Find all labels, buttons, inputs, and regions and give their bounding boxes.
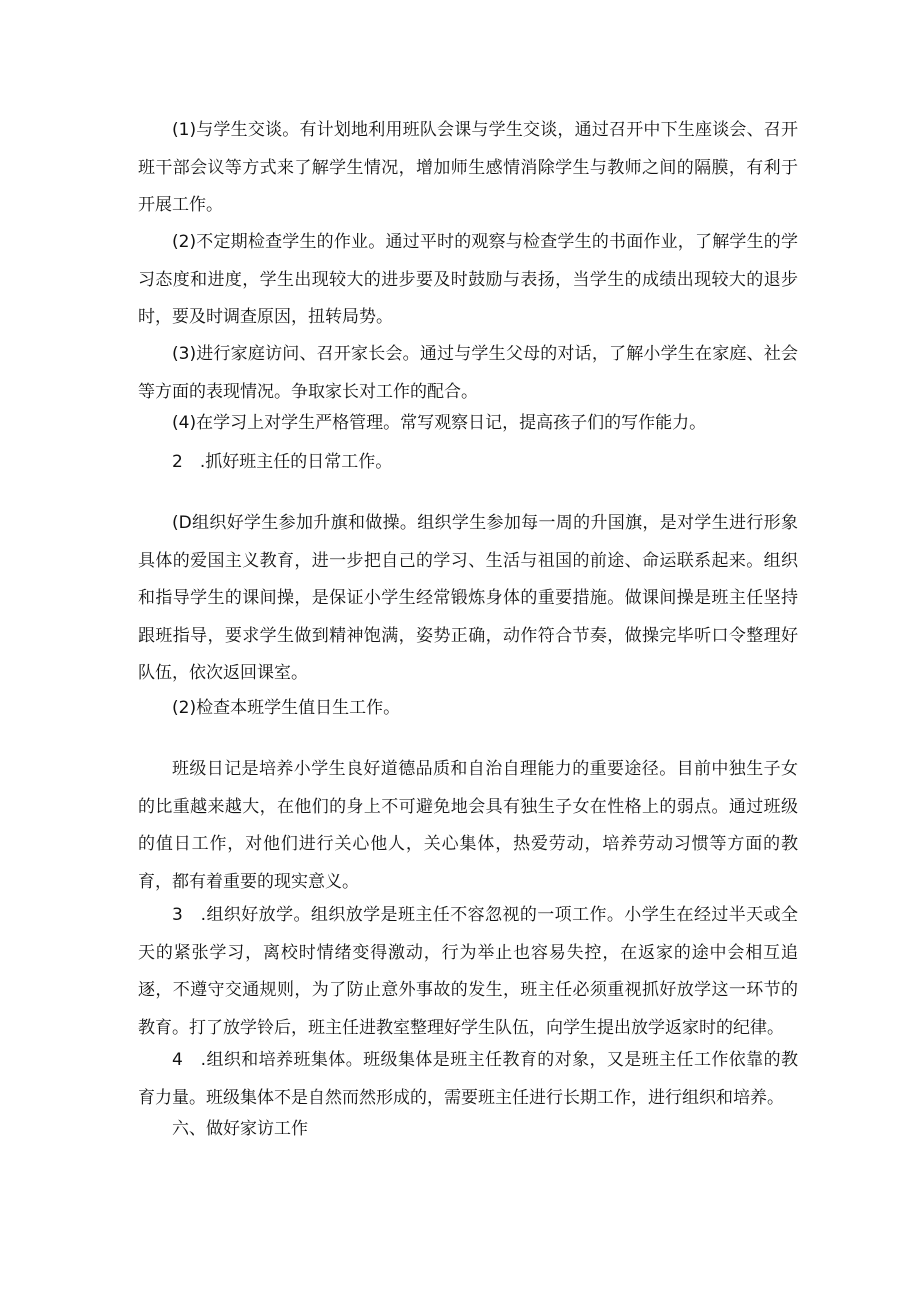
paragraph-class-diary: 班级日记是培养小学生良好道德品质和自治自理能力的重要途径。目前中独生子女的比重越来越大，在他们的身上不可避免地会具有独生子女在性格上的弱点。通过班级的值日工作，对他们进行关心他人，关心集体，热爱劳动，培养劳动习惯等方面的教育，都有着重要的现实意义。 [138,759,798,892]
section-heading-daily-work: 2 .抓好班主任的日常工作。 [172,452,393,472]
paragraph-home-visits: (3)进行家庭访问、召开家长会。通过与学生父母的对话，了解小学生在家庭、社会等方面的表现情况。争取家长对工作的配合。 [138,344,798,402]
paragraph-talk-with-students: (1)与学生交谈。有计划地利用班队会课与学生交谈，通过召开中下生座谈会、召开班干部会议等方式来了解学生情况，增加师生感情消除学生与教师之间的隔膜，有利于开展工作。 [138,120,798,215]
paragraph-class-collective: 4 .组织和培养班集体。班级集体是班主任教育的对象，又是班主任工作依靠的教育力量。班级集体不是自然而然形成的，需要班主任进行长期工作，进行组织和培养。 [138,1050,798,1108]
paragraph-flag-and-exercise: (D组织好学生参加升旗和做操。组织学生参加每一周的升国旗，是对学生进行形象具体的爱国主义教育，进一步把自己的学习、生活与祖国的前途、命运联系起来。组织和指导学生的课间操，是保证小学生经常锻炼身体的重要措施。做课间操是班主任坚持跟班指导，要求学生做到精神饱满，姿势正确，动作符合节奏，做操完毕听口令整理好队伍，依次返回课室。 [138,513,798,683]
paragraph-strict-management: (4)在学习上对学生严格管理。常写观察日记，提高孩子们的写作能力。 [172,413,707,433]
paragraph-duty-check: (2)检查本班学生值日生工作。 [172,698,401,718]
paragraph-check-homework: (2)不定期检查学生的作业。通过平时的观察与检查学生的书面作业，了解学生的学习态度和进度，学生出现较大的进步要及时鼓励与表扬，当学生的成绩出现较大的退步时，要及时调查原因，扭转局势。 [138,232,798,327]
section-heading-home-visits: 六、做好家访工作 [172,1119,308,1139]
paragraph-dismissal: 3 .组织好放学。组织放学是班主任不容忽视的一项工作。小学生在经过半天或全天的紧张学习，离校时情绪变得激动，行为举止也容易失控，在返家的途中会相互追逐，不遵守交通规则，为了防止意外事故的发生，班主任必须重视抓好放学这一环节的教育。打了放学铃后，班主任进教室整理好学生队伍，向学生提出放学返家时的纪律。 [138,905,798,1038]
